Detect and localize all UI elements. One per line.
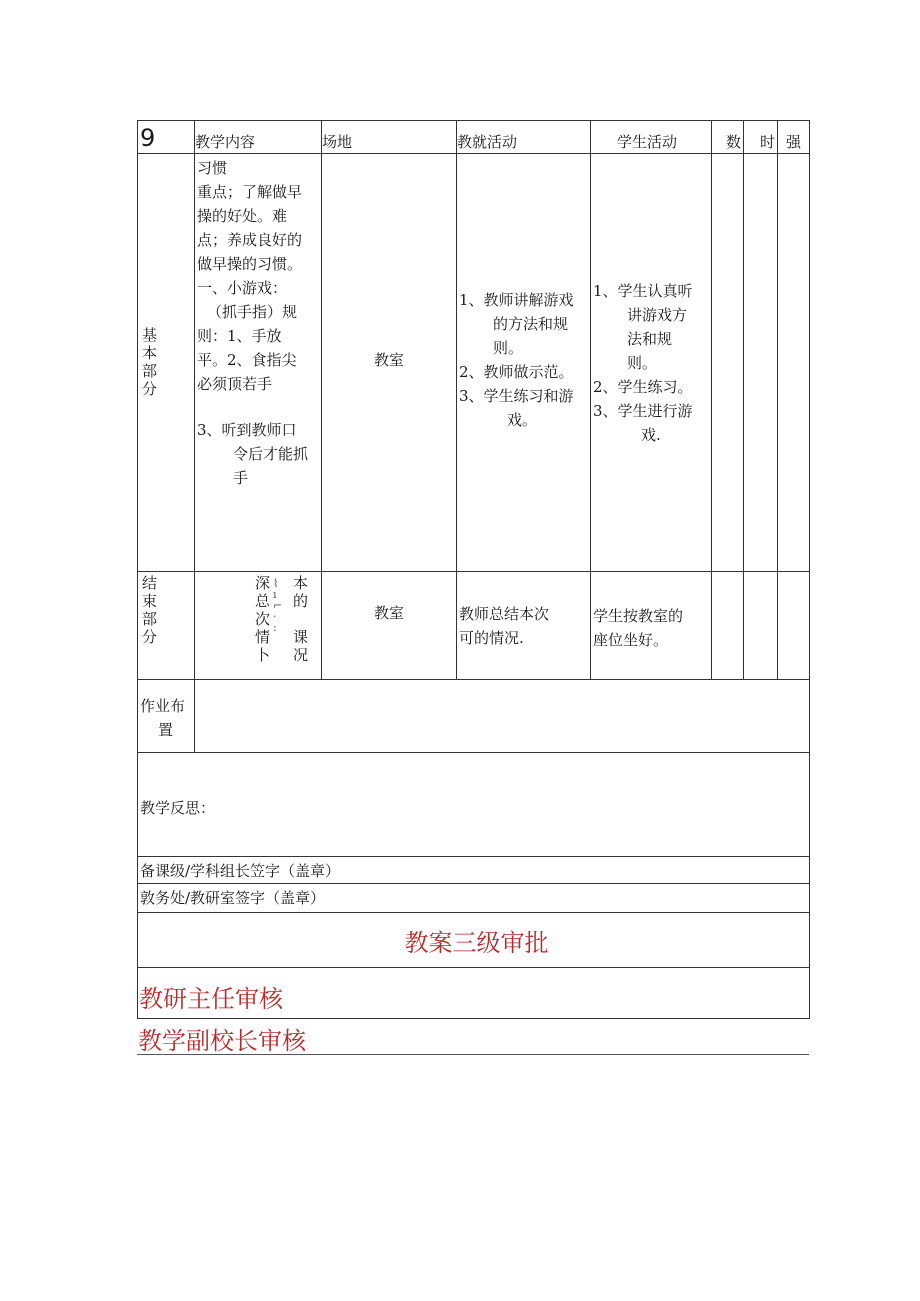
ending-section-row — [138, 572, 810, 680]
basic-section-label: 基 本 部 分 — [142, 326, 158, 398]
basic-content: 习惯 重点；了解做早 操的好处。难 点；养成良好的 做早操的习惯。 一、小游戏： （抓手指）规 则：1、手放 平。2、食指尖 必须顶若手 3、听到教师口 令后才能抓 手 — [197, 159, 309, 487]
homework-content — [195, 680, 810, 753]
garbled-glyphs: ⌇ ı ⌐ · : — [273, 577, 283, 634]
lesson-plan-table — [137, 120, 810, 1019]
homework-row — [138, 680, 810, 753]
header-time: 时 — [760, 133, 776, 151]
reflection-label: 教学反思： — [140, 799, 216, 817]
ending-student-activity: 学生按教室的 座位坐好。 — [593, 607, 684, 649]
group-leader-signature: 备课级/学科组长笠字（盖章） — [140, 862, 341, 880]
header-venue: 场地 — [322, 133, 353, 151]
header-teacher-activity: 教就活动 — [457, 133, 518, 151]
header-count: 数 — [726, 133, 742, 151]
director-review: 教研主任审核 — [139, 985, 283, 1013]
header-student-activity: 学生活动 — [617, 133, 678, 151]
director-review-row — [138, 968, 810, 1019]
header-content: 教学内容 — [195, 133, 256, 151]
basic-venue: 教室 — [373, 351, 404, 369]
basic-teacher-activity: 1、教师讲解游戏 的方法和规 则。 2、教师做示范。 3、学生练习和游 戏。 — [459, 291, 574, 429]
reflection-row — [138, 753, 810, 857]
ending-venue: 教室 — [373, 604, 404, 622]
ending-teacher-activity: 教师总结本次 可的情况. — [459, 605, 550, 647]
ending-section-label: 结 束 部 分 — [142, 574, 158, 646]
approval-title: 教案三级审批 — [404, 929, 549, 957]
sign-row-1 — [138, 857, 810, 884]
basic-section-row — [138, 154, 810, 572]
section-number: 9 — [140, 124, 156, 152]
ending-content: 深 总 次 情 卜 ⌇ ı ⌐ · : 本 的 课 况 — [255, 574, 309, 664]
header-intensity: 强 — [786, 133, 802, 151]
header-row — [138, 121, 810, 154]
homework-label: 作业布 置 — [140, 697, 186, 739]
bottom-rule — [137, 1054, 809, 1055]
sign-row-2 — [138, 884, 810, 913]
approval-title-row — [138, 913, 810, 968]
basic-student-activity: 1、学生认真听 讲游戏方 法和规 则。 2、学生练习。 3、学生进行游 戏. — [593, 282, 693, 444]
academic-office-signature: 敦务处/教研室签字（盖章） — [140, 889, 326, 907]
vice-principal-review: 教学副校长审核 — [138, 1027, 306, 1055]
